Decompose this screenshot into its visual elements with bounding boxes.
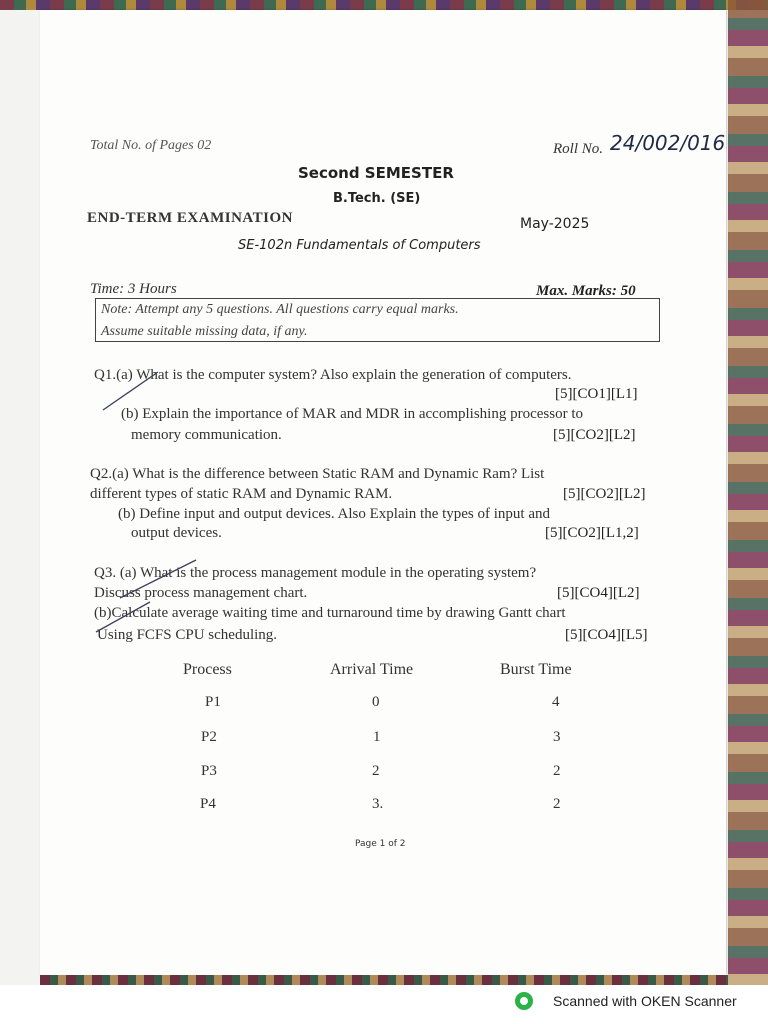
pen-tick-q1 [103,372,158,410]
pen-tick-q3b [96,602,150,632]
table-header-process: Process [183,661,232,678]
q2a-text-1: Q2.(a) What is the difference between Static RAM and Dynamic Ram? List [90,466,545,482]
exam-title: END-TERM EXAMINATION [87,210,293,226]
table-cell: 2 [553,763,561,779]
roll-no-label: Roll No. [553,141,604,157]
q3a-text-1: Q3. (a) What is the process management module in the operating system? [94,565,537,581]
q2b-text-1: (b) Define input and output devices. Also Explain the types of input and [118,506,550,522]
note-line-1: Note: Attempt any 5 questions. All questions carry equal marks. [101,302,459,317]
total-pages: Total No. of Pages 02 [90,138,212,153]
roll-no-handwritten: 24/002/016 [610,131,726,155]
program: B.Tech. (SE) [333,191,421,206]
q3b-marks: [5][CO4][L5] [565,627,648,643]
q2b-text-2: output devices. [131,525,222,541]
q3b-text-1: (b)Calculate average waiting time and turnaround time by drawing Gantt chart [94,605,566,621]
pen-tick-q3a [120,560,196,598]
q1a-text: Q1.(a) What is the computer system? Also explain the generation of computers. [94,367,572,383]
q2a-marks: [5][CO2][L2] [563,486,646,502]
q2b-marks: [5][CO2][L1,2] [545,525,639,541]
table-header-burst: Burst Time [500,661,572,678]
exam-date: May-2025 [520,216,590,232]
q1b-text-2: memory communication. [131,427,282,443]
note-line-2: Assume suitable missing data, if any. [101,324,308,339]
max-marks: Max. Marks: 50 [536,283,636,299]
table-cell: P1 [205,694,221,710]
q1b-marks: [5][CO2][L2] [553,427,636,443]
q3a-marks: [5][CO4][L2] [557,585,640,601]
table-cell: P3 [201,763,217,779]
course-title: SE-102n Fundamentals of Computers [238,238,481,253]
table-cell: P4 [200,796,216,812]
table-cell: 1 [373,729,381,745]
table-cell: 3. [372,796,384,812]
q2a-text-2: different types of static RAM and Dynamic RAM. [90,486,393,502]
page-number: Page 1 of 2 [355,839,406,849]
table-cell: P2 [201,729,217,745]
oken-scanner-logo-icon [515,992,533,1010]
semester: Second SEMESTER [298,164,454,182]
q1a-marks: [5][CO1][L1] [555,386,638,402]
table-cell: 2 [372,763,380,779]
table-header-arrival: Arrival Time [330,661,414,678]
table-cell: 0 [372,694,380,710]
table-cell: 2 [553,796,561,812]
q3a-text-2: Discuss process management chart. [94,585,308,601]
q1b-text-1: (b) Explain the importance of MAR and MDR in accomplishing processor to [121,406,583,422]
duration: Time: 3 Hours [90,281,177,297]
scanner-watermark: Scanned with OKEN Scanner [553,993,737,1009]
table-cell: 3 [553,729,561,745]
q3b-text-2: Using FCFS CPU scheduling. [97,627,278,643]
table-cell: 4 [552,694,560,710]
